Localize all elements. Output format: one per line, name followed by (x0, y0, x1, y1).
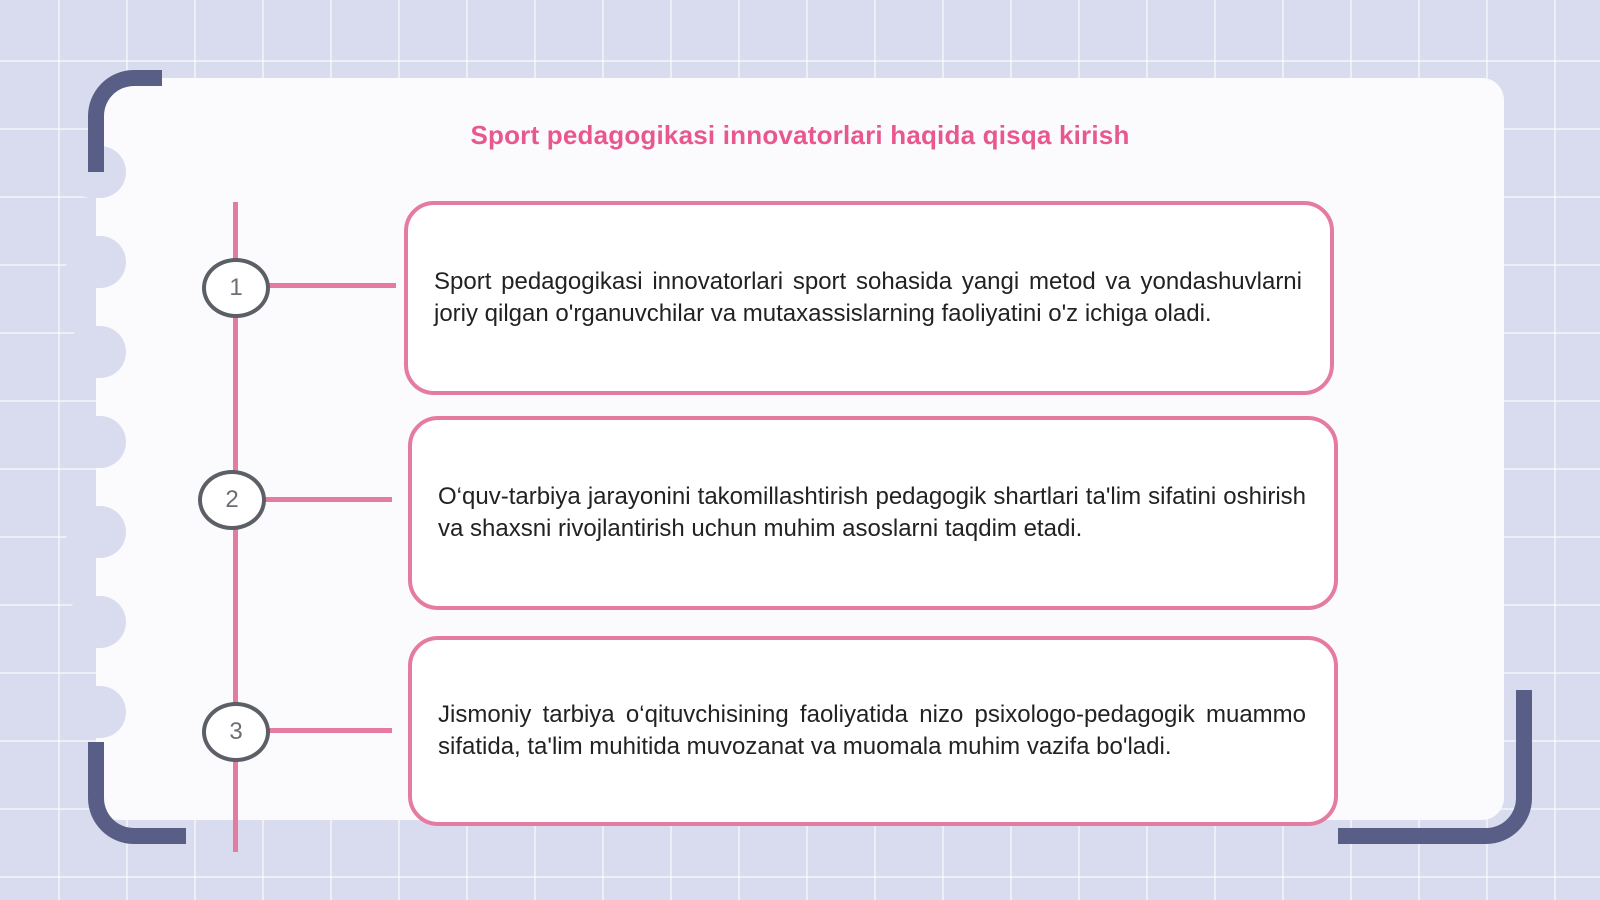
timeline-connector-3 (264, 728, 392, 733)
step-box-2 (408, 416, 1338, 610)
step-number-1: 1 (202, 258, 270, 318)
step-box-3 (408, 636, 1338, 826)
step-text-2: O‘quv-tarbiya jarayonini takomillashtirish pedagogik shartlari ta'lim sifatini oshirish va shaxsni rivojlantirish uchun muhim asoslarni taqdim etadi. (438, 483, 1306, 542)
binder-notch (66, 596, 126, 648)
binder-notch (66, 506, 126, 558)
frame-corner-bottom-left (88, 742, 186, 844)
step-box-1 (404, 201, 1334, 395)
step-text-3: Jismoniy tarbiya o‘qituvchisining faoliyatida nizo psixologo-pedagogik muammo sifatida, ta'lim muhitida muvozanat va muomala muhim vazifa bo'ladi. (438, 701, 1306, 760)
frame-corner-top-left (88, 70, 162, 172)
binder-notch (66, 326, 126, 378)
binder-notch (66, 686, 126, 738)
binder-notch (66, 236, 126, 288)
binder-notch (66, 416, 126, 468)
timeline-connector-2 (260, 497, 392, 502)
step-number-3: 3 (202, 702, 270, 762)
slide-title: Sport pedagogikasi innovatorlari haqida qisqa kirish (470, 120, 1130, 150)
step-text-1: Sport pedagogikasi innovatorlari sport sohasida yangi metod va yondashuvlarni joriy qilgan o'rganuvchilar va mutaxassislarning faoliyatini o'z ichiga oladi. (434, 268, 1302, 327)
timeline-connector-1 (264, 283, 396, 288)
frame-corner-bottom-right (1338, 690, 1532, 844)
step-number-2: 2 (198, 470, 266, 530)
